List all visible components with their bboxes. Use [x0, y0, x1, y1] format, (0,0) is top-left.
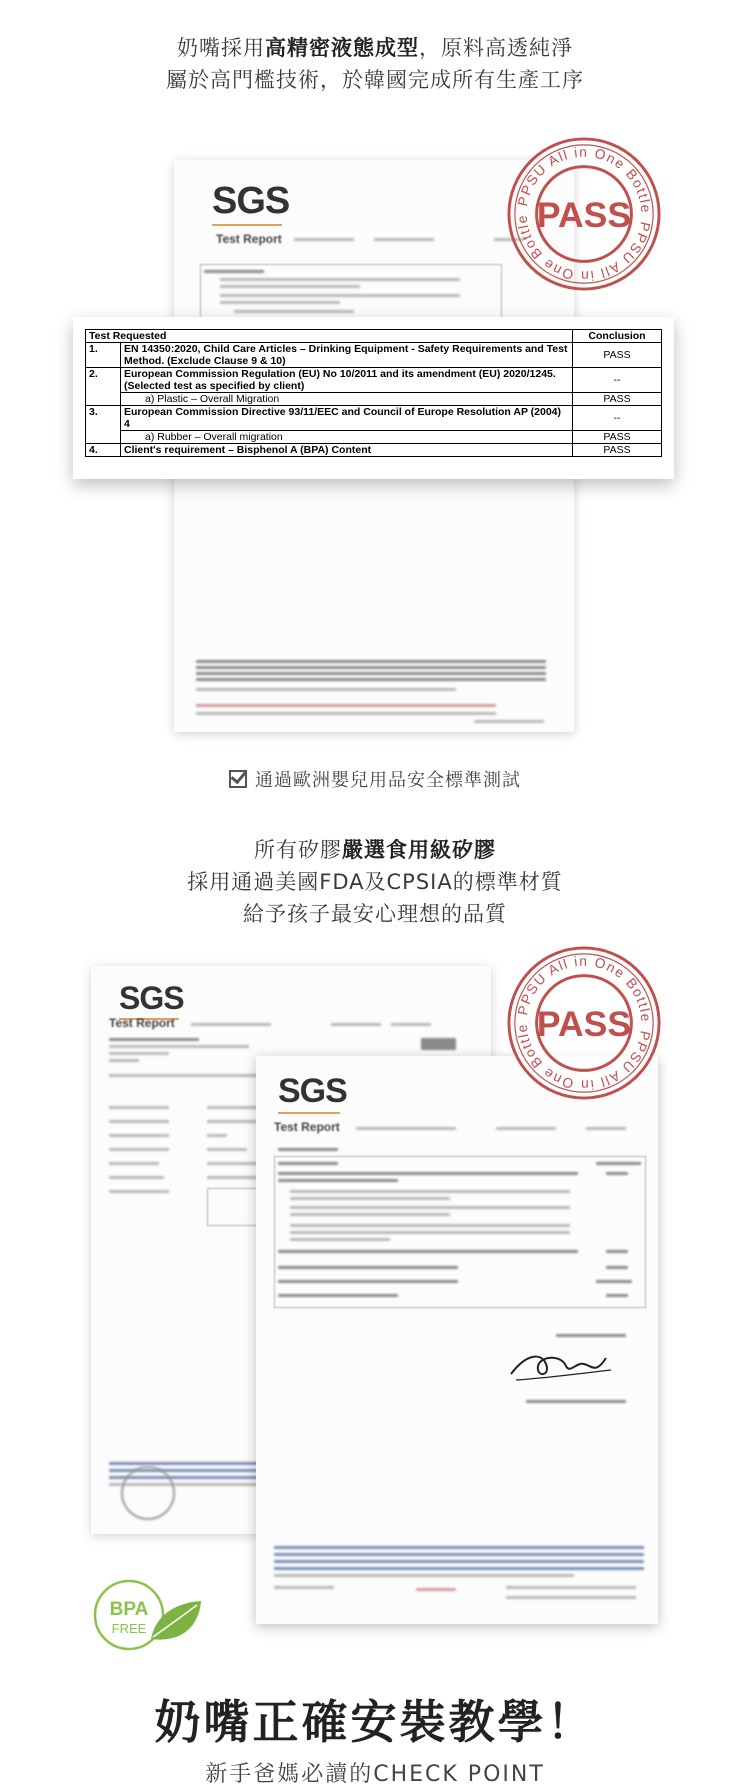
table-row: 1. EN 14350:2020, Child Care Articles – Drinking Equipment - Safety Requirements and Test Method. (Exclude Clause 9 & 10) PASS	[86, 343, 662, 368]
stamp-pass-text: PASS	[536, 1003, 632, 1044]
table-row: 3. European Commission Directive 93/11/EEC and Council of Europe Resolution AP (2004) 4 --	[86, 406, 662, 431]
table-row: 2. European Commission Regulation (EU) No 10/2011 and its amendment (EU) 2020/1245. (Selected test as specified by client) --	[86, 368, 662, 393]
report-title: Test Report	[274, 1120, 340, 1134]
silicone-line-1: 所有矽膠嚴選食用級矽膠	[254, 838, 496, 862]
header-test-requested: Test Requested	[86, 330, 573, 343]
silicone-line-3: 給予孩子最安心理想的品質	[243, 902, 507, 926]
test-results-table	[85, 329, 662, 457]
silicone-text	[0, 834, 750, 930]
bpa-text: BPA	[109, 1599, 149, 1620]
test-requested-table-zoom	[73, 317, 674, 479]
pass-stamp-graphic	[505, 944, 663, 1102]
stamp-ring-text-a: PPSU All in One Bottle	[514, 143, 655, 215]
installation-headline: 奶嘴正確安裝教學！	[154, 1695, 596, 1749]
bpa-free-badge	[93, 1577, 203, 1653]
eu-safety-caption-text: 通過歐洲嬰兒用品安全標準測試	[255, 770, 521, 791]
stamp-ring-text-b: PPSU All in One Bottle	[513, 213, 654, 285]
table-row: 4. Client's requirement – Bisphenol A (BPA) Content PASS	[86, 444, 662, 457]
checkpoint-subline: 新手爸媽必讀的CHECK POINT	[205, 1762, 545, 1787]
pass-stamp-graphic	[505, 135, 663, 293]
pass-stamp-2	[505, 944, 663, 1102]
stamp-ring-text-a: PPSU All in One Bottle	[514, 952, 655, 1024]
silicone-line-2: 採用通過美國FDA及CPSIA的標準材質	[187, 870, 563, 894]
checkbox-icon	[229, 770, 247, 788]
report-title: Test Report	[216, 232, 282, 246]
sgs-logo: SGS	[278, 1072, 347, 1110]
free-text: FREE	[111, 1621, 147, 1636]
intro-text	[0, 32, 750, 96]
sgs-report-document-3	[256, 1056, 658, 1624]
sgs-logo: SGS	[119, 980, 184, 1016]
eu-safety-caption	[0, 766, 750, 792]
table-row: a) Plastic – Overall Migration PASS	[86, 393, 662, 406]
pass-stamp-1	[505, 135, 663, 293]
table-row: a) Rubber – Overall migration PASS	[86, 431, 662, 444]
header-conclusion: Conclusion	[573, 330, 662, 343]
intro-line-2: 屬於高門檻技術，於韓國完成所有生產工序	[166, 68, 584, 92]
sgs-logo: SGS	[212, 180, 290, 222]
stamp-ring-text-b: PPSU All in One Bottle	[513, 1022, 654, 1094]
stamp-pass-text: PASS	[536, 194, 632, 235]
report-title: Test Report	[109, 1016, 175, 1030]
intro-line-1: 奶嘴採用高精密液態成型，原料高透純淨	[177, 36, 573, 60]
signature-icon	[506, 1344, 616, 1384]
